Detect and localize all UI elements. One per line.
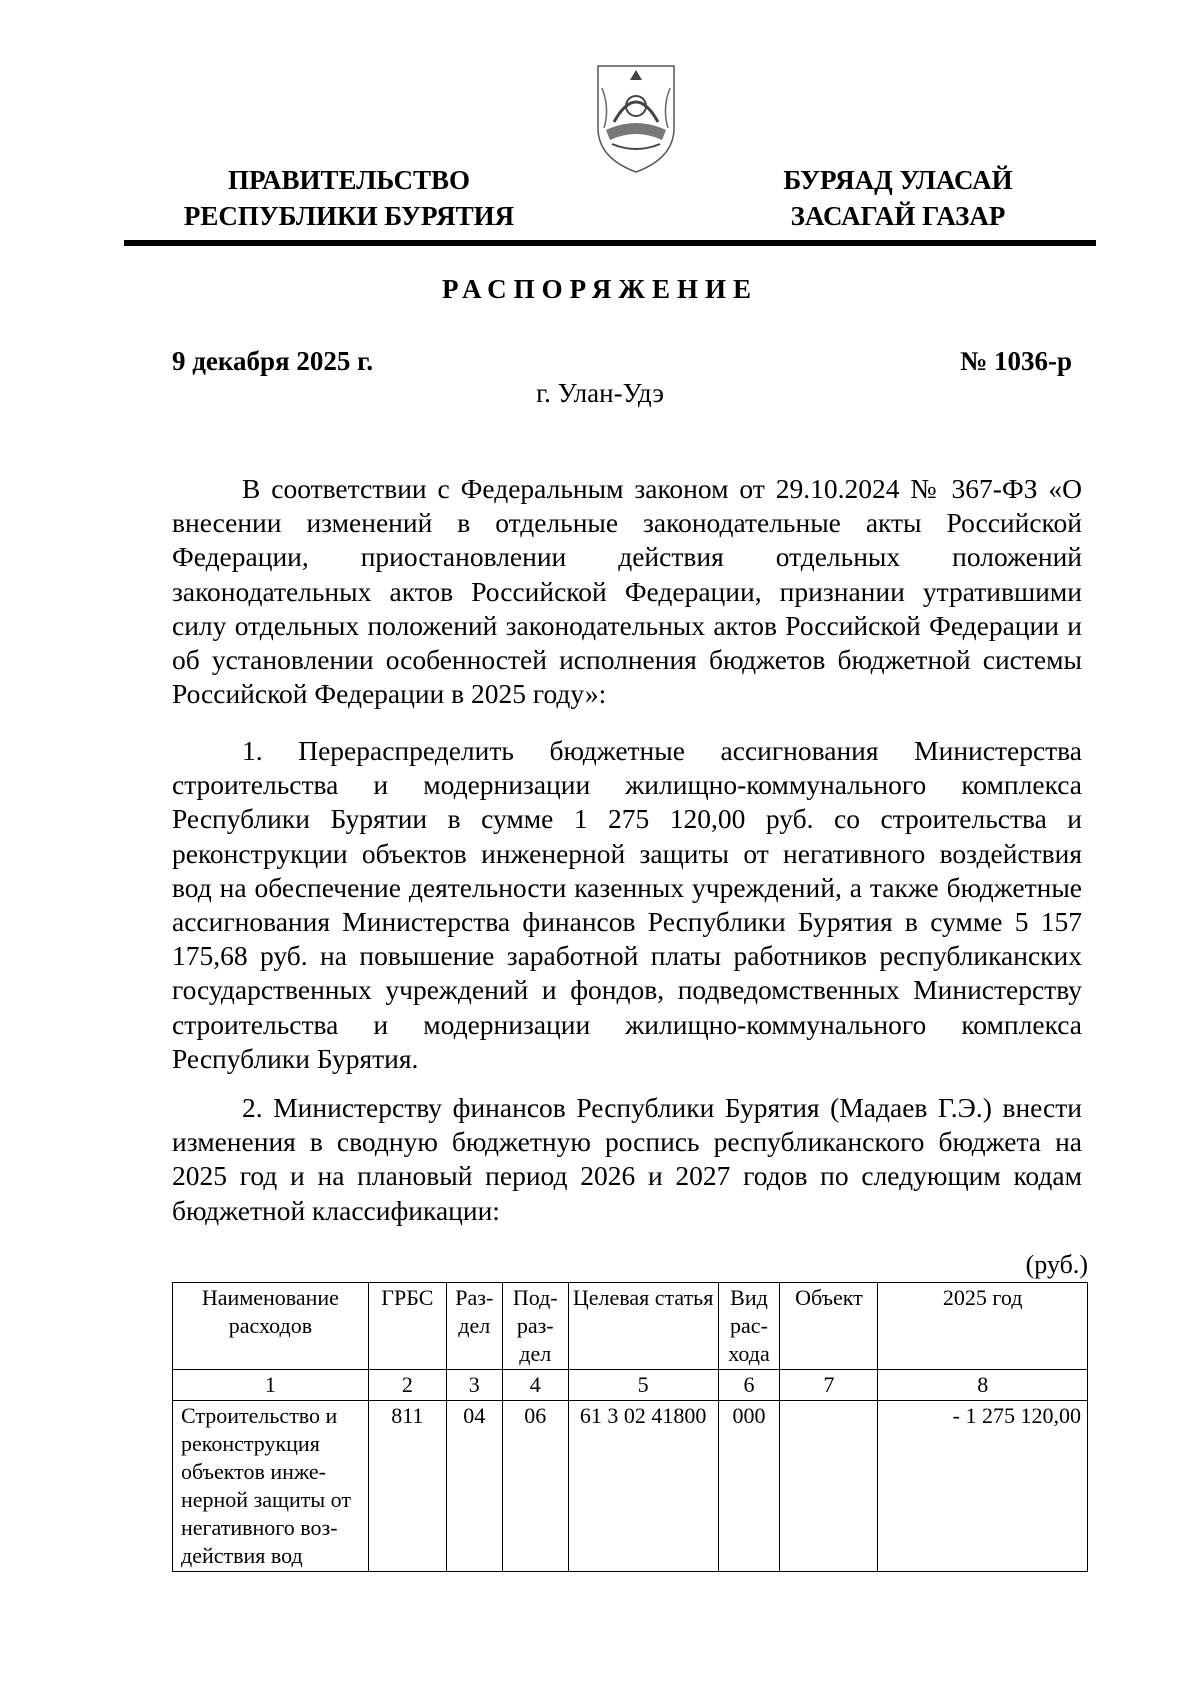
- org-title-buryat-line2: ЗАСАГАЙ ГАЗАР: [790, 201, 1006, 231]
- cell-name: Строительство и реконструкция объектов инже-нерной защиты от негативного воз-действия вод: [173, 1401, 369, 1572]
- org-title-russian-line1: ПРАВИТЕЛЬСТВО: [227, 165, 471, 195]
- cell-grbs: 811: [368, 1401, 446, 1572]
- item-1-paragraph: 1. Перераспределить бюджетные ассигнования Министерства строительства и модернизации жилищно-коммунального комплекса Республики Бурятии в сумме 1 275 120,00 руб. со строительства и реконструкции объектов инженерной защиты от негативного воздействия вод на обеспечение деятельности казенных учреждений, а также бюджетные ассигнования Министерства финансов Республики Бурятия в сумме 5 157 175,68 руб. на повышение заработной платы работников республиканских государственных учреждений и фондов, подведомственных Министерству строительства и модернизации жилищно-коммунального комплекса Республики Бурятия.: [172, 735, 1082, 1074]
- col-number: 7: [780, 1370, 878, 1401]
- table-row: [173, 1401, 1088, 1572]
- org-title-russian-line2: РЕСПУБЛИКИ БУРЯТИЯ: [183, 201, 515, 231]
- budget-table: [172, 1282, 1088, 1572]
- header-grbs: ГРБС: [368, 1283, 446, 1370]
- cell-celevaya: 61 3 02 41800: [568, 1401, 718, 1572]
- header-obekt: Объект: [780, 1283, 878, 1370]
- col-number: 1: [173, 1370, 369, 1401]
- header-year: 2025 год: [878, 1283, 1088, 1370]
- preamble-paragraph: В соответствии с Федеральным законом от 29.10.2024 № 367-ФЗ «О внесении изменений в отдельные законодательные акты Российской Федерации, приостановлении действия отдельных положений законодательных актов Российской Федерации, признании утратившими силу отдельных положений законодательных актов Российской Федерации и об установлении особенностей исполнения бюджетов бюджетной системы Российской Федерации в 2025 году»:: [172, 473, 1082, 710]
- cell-obekt: [780, 1401, 878, 1572]
- table-unit: (руб.): [1025, 1250, 1088, 1279]
- col-number: 3: [446, 1370, 502, 1401]
- cell-podrazdel: 06: [502, 1401, 568, 1572]
- coat-of-arms-icon: [592, 58, 680, 176]
- table-number-row: [173, 1370, 1088, 1401]
- col-number: 8: [878, 1370, 1088, 1401]
- header-divider: [124, 240, 1096, 246]
- org-title-buryat: [748, 162, 1048, 234]
- col-number: 2: [368, 1370, 446, 1401]
- header-podrazdel: Под-раз-дел: [502, 1283, 568, 1370]
- col-number: 4: [502, 1370, 568, 1401]
- header-vid: Вид рас-хода: [718, 1283, 780, 1370]
- org-title-buryat-line1: БУРЯАД УЛАСАЙ: [783, 165, 1013, 195]
- cell-year: - 1 275 120,00: [878, 1401, 1088, 1572]
- cell-razdel: 04: [446, 1401, 502, 1572]
- header-name: Наименование расходов: [173, 1283, 369, 1370]
- document-type: РАСПОРЯЖЕНИЕ: [441, 274, 759, 304]
- col-number: 5: [568, 1370, 718, 1401]
- org-title-russian: [168, 162, 530, 234]
- table-header-row: [173, 1283, 1088, 1370]
- header-celevaya: Целевая статья: [568, 1283, 718, 1370]
- header-razdel: Раз-дел: [446, 1283, 502, 1370]
- col-number: 6: [718, 1370, 780, 1401]
- document-number: № 1036-р: [960, 346, 1072, 376]
- document-city: г. Улан-Удэ: [536, 378, 664, 408]
- cell-vid: 000: [718, 1401, 780, 1572]
- item-2-paragraph: 2. Министерству финансов Республики Бурятия (Мадаев Г.Э.) внести изменения в сводную бюджетную роспись республиканского бюджета на 2025 год и на плановый период 2026 и 2027 годов по следующим кодам бюджетной классификации:: [172, 1092, 1082, 1226]
- document-date: 9 декабря 2025 г.: [172, 346, 374, 376]
